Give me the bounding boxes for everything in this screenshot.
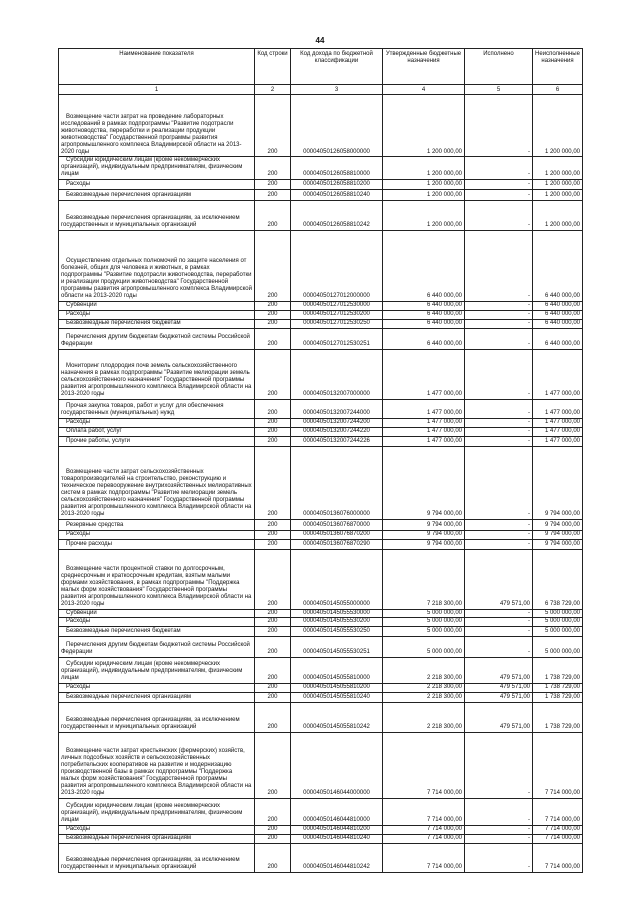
header-approved: Утвержденные бюджетные назначения <box>383 49 465 85</box>
cell-executed: - <box>465 319 533 328</box>
column-number: 4 <box>383 85 465 95</box>
cell-approved: 2 218 300,00 <box>383 692 465 702</box>
cell-unexecuted: 6 738 729,00 <box>533 549 583 609</box>
table-row <box>59 436 583 446</box>
cell-unexecuted: 1 477 000,00 <box>533 399 583 418</box>
cell-approved: 1 200 000,00 <box>383 179 465 189</box>
column-number: 2 <box>255 85 291 95</box>
cell-code: 200 <box>255 301 291 310</box>
cell-approved: 9 794 000,00 <box>383 530 465 539</box>
column-number-row <box>59 85 583 95</box>
cell-approved: 1 477 000,00 <box>383 427 465 436</box>
cell-unexecuted: 6 440 000,00 <box>533 328 583 349</box>
cell-code: 200 <box>255 549 291 609</box>
cell-kbk: 00004050145055810200 <box>291 683 383 692</box>
cell-code: 200 <box>255 702 291 732</box>
table-row <box>59 418 583 427</box>
cell-unexecuted: 5 000 000,00 <box>533 609 583 618</box>
cell-executed: - <box>465 328 533 349</box>
table-row <box>59 310 583 319</box>
cell-executed: 479 571,00 <box>465 683 533 692</box>
cell-executed: - <box>465 609 533 618</box>
table-row <box>59 157 583 180</box>
cell-unexecuted: 1 477 000,00 <box>533 427 583 436</box>
table-row <box>59 702 583 732</box>
cell-approved: 7 714 000,00 <box>383 834 465 843</box>
cell-unexecuted: 9 794 000,00 <box>533 519 583 530</box>
table-row <box>59 657 583 683</box>
cell-kbk: 00004050132007244200 <box>291 418 383 427</box>
cell-executed: - <box>465 436 533 446</box>
table-row <box>59 179 583 189</box>
cell-executed: - <box>465 427 533 436</box>
table-row <box>59 301 583 310</box>
cell-executed: - <box>465 310 533 319</box>
cell-approved: 2 218 300,00 <box>383 657 465 683</box>
table-row <box>59 692 583 702</box>
cell-code: 200 <box>255 436 291 446</box>
cell-executed: - <box>465 626 533 636</box>
table-row <box>59 349 583 399</box>
cell-approved: 1 477 000,00 <box>383 399 465 418</box>
table-row <box>59 618 583 627</box>
cell-name: Прочие расходы <box>59 539 255 549</box>
cell-approved: 7 714 000,00 <box>383 843 465 872</box>
table-row <box>59 530 583 539</box>
cell-kbk: 00004050132007244226 <box>291 436 383 446</box>
cell-name: Безвозмездные перечисления бюджетам <box>59 319 255 328</box>
cell-unexecuted: 5 000 000,00 <box>533 636 583 657</box>
cell-approved: 6 440 000,00 <box>383 328 465 349</box>
cell-unexecuted: 1 738 729,00 <box>533 692 583 702</box>
cell-kbk: 00004050127012000000 <box>291 230 383 301</box>
cell-unexecuted: 1 477 000,00 <box>533 418 583 427</box>
cell-name: Безвозмездные перечисления бюджетам <box>59 626 255 636</box>
cell-kbk: 00004050132007244000 <box>291 399 383 418</box>
cell-executed: - <box>465 301 533 310</box>
table-row <box>59 683 583 692</box>
cell-executed: - <box>465 843 533 872</box>
cell-unexecuted: 1 477 000,00 <box>533 436 583 446</box>
cell-approved: 6 440 000,00 <box>383 310 465 319</box>
cell-unexecuted: 9 794 000,00 <box>533 530 583 539</box>
cell-code: 200 <box>255 636 291 657</box>
cell-name: Расходы <box>59 418 255 427</box>
cell-kbk: 00004050146044810240 <box>291 834 383 843</box>
cell-unexecuted: 1 200 000,00 <box>533 95 583 157</box>
header-unexecuted: Неисполненные назначения <box>533 49 583 85</box>
table-row <box>59 319 583 328</box>
cell-code: 200 <box>255 418 291 427</box>
cell-executed: - <box>465 95 533 157</box>
cell-approved: 2 218 300,00 <box>383 683 465 692</box>
column-number: 3 <box>291 85 383 95</box>
table-row <box>59 427 583 436</box>
cell-unexecuted: 7 714 000,00 <box>533 825 583 834</box>
cell-approved: 1 477 000,00 <box>383 349 465 399</box>
cell-kbk: 00004050145055530251 <box>291 636 383 657</box>
cell-approved: 7 218 300,00 <box>383 549 465 609</box>
table-row <box>59 609 583 618</box>
cell-approved: 7 714 000,00 <box>383 825 465 834</box>
cell-approved: 5 000 000,00 <box>383 609 465 618</box>
cell-executed: - <box>465 825 533 834</box>
cell-name: Расходы <box>59 310 255 319</box>
table-header <box>59 49 583 95</box>
cell-kbk: 00004050146044000000 <box>291 732 383 798</box>
cell-kbk: 00004050145055810000 <box>291 657 383 683</box>
cell-kbk: 00004050146044810242 <box>291 843 383 872</box>
header-code: Код строки <box>255 49 291 85</box>
cell-code: 200 <box>255 692 291 702</box>
cell-approved: 7 714 000,00 <box>383 732 465 798</box>
table-row <box>59 328 583 349</box>
table-row <box>59 732 583 798</box>
cell-unexecuted: 6 440 000,00 <box>533 319 583 328</box>
cell-unexecuted: 5 000 000,00 <box>533 618 583 627</box>
cell-approved: 5 000 000,00 <box>383 618 465 627</box>
cell-approved: 2 218 300,00 <box>383 702 465 732</box>
table-row <box>59 230 583 301</box>
cell-approved: 6 440 000,00 <box>383 319 465 328</box>
cell-name: Расходы <box>59 683 255 692</box>
cell-name: Возмещение части затрат сельскохозяйственных товаропроизводителей на строительство, реконструкцию и техническое перевооружение внутрихозяйственных мелиоративных систем в рамках подпрограммы "Развитие мелиорации земель сельскохозяйственного назначения" Государственной программы развития агропромышленного комплекса Владимирской области на 2013-2020 годы <box>59 446 255 519</box>
cell-code: 200 <box>255 843 291 872</box>
cell-executed: 479 571,00 <box>465 549 533 609</box>
cell-kbk: 00004050146044810200 <box>291 825 383 834</box>
cell-code: 200 <box>255 427 291 436</box>
cell-executed: - <box>465 636 533 657</box>
table-row <box>59 825 583 834</box>
table-row <box>59 549 583 609</box>
cell-approved: 1 200 000,00 <box>383 95 465 157</box>
cell-code: 200 <box>255 530 291 539</box>
cell-unexecuted: 5 000 000,00 <box>533 626 583 636</box>
cell-executed: 479 571,00 <box>465 692 533 702</box>
cell-unexecuted: 1 200 000,00 <box>533 200 583 230</box>
cell-name: Мониторинг плодородия почв земель сельскохозяйственного назначения в рамках подпрограммы "Развитие мелиорации земель сельскохозяйственного назначения" Государственной программы развития агропромышленного комплекса Владимирской области на 2013-2020 годы <box>59 349 255 399</box>
cell-code: 200 <box>255 310 291 319</box>
cell-name: Возмещение части затрат крестьянских (фермерских) хозяйств, личных подсобных хозяйств и сельскохозяйственных потребительских кооперативов на развитие и модернизацию производственной базы в рамках подпрограммы "Поддержка малых форм хозяйствования" Государственной программы развития агропромышленного комплекса Владимирской области на 2013-2020 годы <box>59 732 255 798</box>
cell-kbk: 00004050127012530251 <box>291 328 383 349</box>
cell-approved: 7 714 000,00 <box>383 798 465 825</box>
cell-executed: - <box>465 230 533 301</box>
cell-approved: 9 794 000,00 <box>383 446 465 519</box>
cell-unexecuted: 6 440 000,00 <box>533 301 583 310</box>
cell-unexecuted: 1 738 729,00 <box>533 683 583 692</box>
cell-executed: - <box>465 618 533 627</box>
table-row <box>59 798 583 825</box>
cell-approved: 6 440 000,00 <box>383 230 465 301</box>
cell-kbk: 00004050145055000000 <box>291 549 383 609</box>
cell-name: Перечисления другим бюджетам бюджетной системы Российской Федерации <box>59 636 255 657</box>
cell-approved: 1 200 000,00 <box>383 157 465 180</box>
table-row <box>59 626 583 636</box>
table-row <box>59 95 583 157</box>
cell-approved: 1 477 000,00 <box>383 418 465 427</box>
table-row <box>59 539 583 549</box>
cell-name: Безвозмездные перечисления организациям <box>59 692 255 702</box>
cell-name: Расходы <box>59 618 255 627</box>
table-body <box>59 95 583 873</box>
cell-code: 200 <box>255 95 291 157</box>
cell-unexecuted: 1 200 000,00 <box>533 189 583 200</box>
column-number: 6 <box>533 85 583 95</box>
cell-approved: 9 794 000,00 <box>383 519 465 530</box>
cell-executed: - <box>465 539 533 549</box>
cell-approved: 5 000 000,00 <box>383 636 465 657</box>
cell-kbk: 00004050127012530200 <box>291 310 383 319</box>
cell-approved: 9 794 000,00 <box>383 539 465 549</box>
cell-kbk: 00004050127012530000 <box>291 301 383 310</box>
cell-name: Субсидии юридическим лицам (кроме некоммерческих организаций), индивидуальным предпринимателям, физическим лицам <box>59 657 255 683</box>
cell-kbk: 00004050136076870290 <box>291 539 383 549</box>
cell-executed: - <box>465 798 533 825</box>
cell-approved: 5 000 000,00 <box>383 626 465 636</box>
cell-executed: - <box>465 834 533 843</box>
cell-code: 200 <box>255 519 291 530</box>
cell-code: 200 <box>255 825 291 834</box>
cell-unexecuted: 1 738 729,00 <box>533 657 583 683</box>
cell-code: 200 <box>255 657 291 683</box>
cell-name: Прочие работы, услуги <box>59 436 255 446</box>
cell-name: Расходы <box>59 530 255 539</box>
cell-unexecuted: 1 200 000,00 <box>533 179 583 189</box>
cell-kbk: 00004050145055530200 <box>291 618 383 627</box>
cell-name: Расходы <box>59 179 255 189</box>
cell-executed: - <box>465 399 533 418</box>
cell-code: 200 <box>255 157 291 180</box>
cell-name: Субсидии юридическим лицам (кроме некоммерческих организаций), индивидуальным предпринимателям, физическим лицам <box>59 798 255 825</box>
table-row <box>59 636 583 657</box>
cell-executed: 479 571,00 <box>465 657 533 683</box>
table-row <box>59 446 583 519</box>
cell-code: 200 <box>255 189 291 200</box>
cell-kbk: 00004050145055810240 <box>291 692 383 702</box>
cell-approved: 1 200 000,00 <box>383 200 465 230</box>
cell-executed: - <box>465 530 533 539</box>
cell-code: 200 <box>255 349 291 399</box>
cell-kbk: 00004050127012530250 <box>291 319 383 328</box>
cell-code: 200 <box>255 626 291 636</box>
cell-approved: 6 440 000,00 <box>383 301 465 310</box>
cell-name: Субвенции <box>59 301 255 310</box>
cell-executed: - <box>465 189 533 200</box>
table-row <box>59 189 583 200</box>
budget-report-table <box>58 48 583 873</box>
header-row <box>59 49 583 85</box>
cell-kbk: 00004050126058000000 <box>291 95 383 157</box>
cell-unexecuted: 1 200 000,00 <box>533 157 583 180</box>
cell-kbk: 00004050136076870200 <box>291 530 383 539</box>
cell-kbk: 00004050126058810242 <box>291 200 383 230</box>
cell-kbk: 00004050126058810000 <box>291 157 383 180</box>
cell-name: Расходы <box>59 825 255 834</box>
cell-code: 200 <box>255 200 291 230</box>
table-row <box>59 200 583 230</box>
cell-code: 200 <box>255 319 291 328</box>
cell-name: Субсидии юридическим лицам (кроме некоммерческих организаций), индивидуальным предпринимателям, физическим лицам <box>59 157 255 180</box>
cell-name: Осуществление отдельных полномочий по защите населения от болезней, общих для человека и животных, в рамках подпрограммы "Развитие подотрасли животноводства, переработки и реализации продукции животноводства" Государственной программы развития агропромышленного комплекса Владимирской области на 2013-2020 годы <box>59 230 255 301</box>
column-number: 5 <box>465 85 533 95</box>
cell-unexecuted: 9 794 000,00 <box>533 539 583 549</box>
cell-name: Безвозмездные перечисления организациям <box>59 189 255 200</box>
cell-code: 200 <box>255 399 291 418</box>
cell-executed: - <box>465 732 533 798</box>
cell-name: Резервные средства <box>59 519 255 530</box>
header-kbk: Код дохода по бюджетной классификации <box>291 49 383 85</box>
cell-name: Перечисления другим бюджетам бюджетной системы Российской Федерации <box>59 328 255 349</box>
cell-unexecuted: 7 714 000,00 <box>533 798 583 825</box>
cell-unexecuted: 1 477 000,00 <box>533 349 583 399</box>
cell-code: 200 <box>255 798 291 825</box>
cell-kbk: 00004050145055810242 <box>291 702 383 732</box>
table-row <box>59 843 583 872</box>
cell-kbk: 00004050145055530000 <box>291 609 383 618</box>
cell-executed: - <box>465 200 533 230</box>
cell-kbk: 00004050132007244220 <box>291 427 383 436</box>
cell-kbk: 00004050146044810000 <box>291 798 383 825</box>
cell-code: 200 <box>255 179 291 189</box>
cell-executed: - <box>465 519 533 530</box>
cell-name: Безвозмездные перечисления организациям <box>59 834 255 843</box>
cell-name: Субвенции <box>59 609 255 618</box>
cell-executed: 479 571,00 <box>465 702 533 732</box>
column-number: 1 <box>59 85 255 95</box>
cell-unexecuted: 7 714 000,00 <box>533 732 583 798</box>
cell-name: Безвозмездные перечисления организациям, за исключением государственных и муниципальных организаций <box>59 702 255 732</box>
cell-name: Оплата работ, услуг <box>59 427 255 436</box>
cell-kbk: 00004050132007000000 <box>291 349 383 399</box>
table-row <box>59 834 583 843</box>
cell-name: Возмещение части процентной ставки по долгосрочным, среднесрочным и краткосрочным кредитам, взятым малыми формами хозяйствования, в рамках подпрограммы "Поддержка малых форм хозяйствования" Государственной программы развития агропромышленного комплекса Владимирской области на 2013-2020 годы <box>59 549 255 609</box>
cell-kbk: 00004050136076000000 <box>291 446 383 519</box>
cell-kbk: 00004050126058810240 <box>291 189 383 200</box>
page-number: 44 <box>315 36 325 45</box>
cell-name: Прочая закупка товаров, работ и услуг для обеспечения государственных (муниципальных) нужд <box>59 399 255 418</box>
cell-code: 200 <box>255 618 291 627</box>
cell-unexecuted: 6 440 000,00 <box>533 230 583 301</box>
cell-code: 200 <box>255 539 291 549</box>
cell-code: 200 <box>255 683 291 692</box>
cell-executed: - <box>465 179 533 189</box>
cell-unexecuted: 7 714 000,00 <box>533 834 583 843</box>
cell-name: Безвозмездные перечисления организациям, за исключением государственных и муниципальных организаций <box>59 200 255 230</box>
cell-unexecuted: 7 714 000,00 <box>533 843 583 872</box>
cell-executed: - <box>465 157 533 180</box>
cell-code: 200 <box>255 834 291 843</box>
cell-code: 200 <box>255 328 291 349</box>
table-row <box>59 519 583 530</box>
cell-code: 200 <box>255 732 291 798</box>
header-name: Наименование показателя <box>59 49 255 85</box>
cell-unexecuted: 9 794 000,00 <box>533 446 583 519</box>
cell-executed: - <box>465 418 533 427</box>
cell-approved: 1 200 000,00 <box>383 189 465 200</box>
header-executed: Исполнено <box>465 49 533 85</box>
cell-unexecuted: 6 440 000,00 <box>533 310 583 319</box>
cell-code: 200 <box>255 230 291 301</box>
cell-name: Возмещение части затрат на проведение лабораторных исследований в рамках подпрограммы "Развитие подотрасли животноводства, переработки и реализации продукции животноводства" Государственной программы развития агропромышленного комплекса Владимирской области на 2013-2020 годы <box>59 95 255 157</box>
table-row <box>59 399 583 418</box>
cell-executed: - <box>465 446 533 519</box>
cell-kbk: 00004050145055530250 <box>291 626 383 636</box>
cell-approved: 1 477 000,00 <box>383 436 465 446</box>
cell-kbk: 00004050126058810200 <box>291 179 383 189</box>
cell-kbk: 00004050136076870000 <box>291 519 383 530</box>
cell-code: 200 <box>255 609 291 618</box>
cell-name: Безвозмездные перечисления организациям, за исключением государственных и муниципальных организаций <box>59 843 255 872</box>
cell-unexecuted: 1 738 729,00 <box>533 702 583 732</box>
cell-executed: - <box>465 349 533 399</box>
cell-code: 200 <box>255 446 291 519</box>
